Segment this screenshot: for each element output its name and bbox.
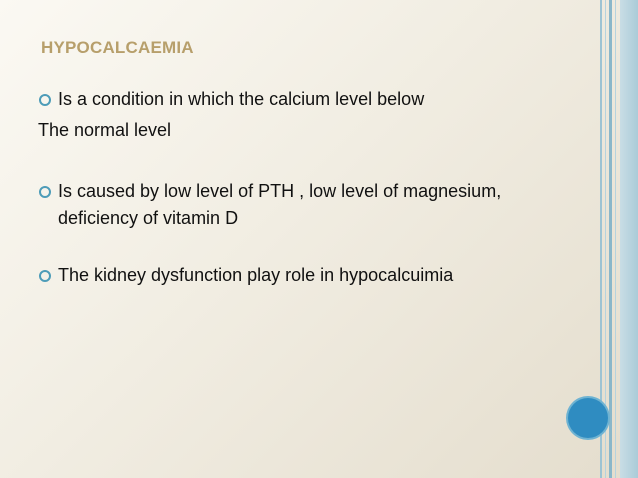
bullet-2-text: Is caused by low level of PTH , low level of magnesium, bbox=[58, 181, 502, 201]
bullet-circle-icon bbox=[39, 270, 51, 282]
bullet-2-text-line2: deficiency of vitamin D bbox=[58, 208, 239, 228]
slide-title: HYPOCALCAEMIA bbox=[41, 38, 194, 57]
bullet-circle-icon bbox=[39, 94, 51, 106]
edge-line bbox=[605, 0, 606, 478]
edge-line bbox=[609, 0, 612, 478]
bullet-circle-icon bbox=[39, 186, 51, 198]
decorative-circle-icon bbox=[568, 398, 608, 438]
right-edge-strip bbox=[620, 0, 638, 478]
edge-line bbox=[615, 0, 616, 478]
bullet-1-text: Is a condition in which the calcium level below bbox=[58, 89, 425, 109]
bullet-1-continuation: The normal level bbox=[38, 120, 172, 140]
bullet-3-text: The kidney dysfunction play role in hypocalcuimia bbox=[58, 265, 454, 285]
